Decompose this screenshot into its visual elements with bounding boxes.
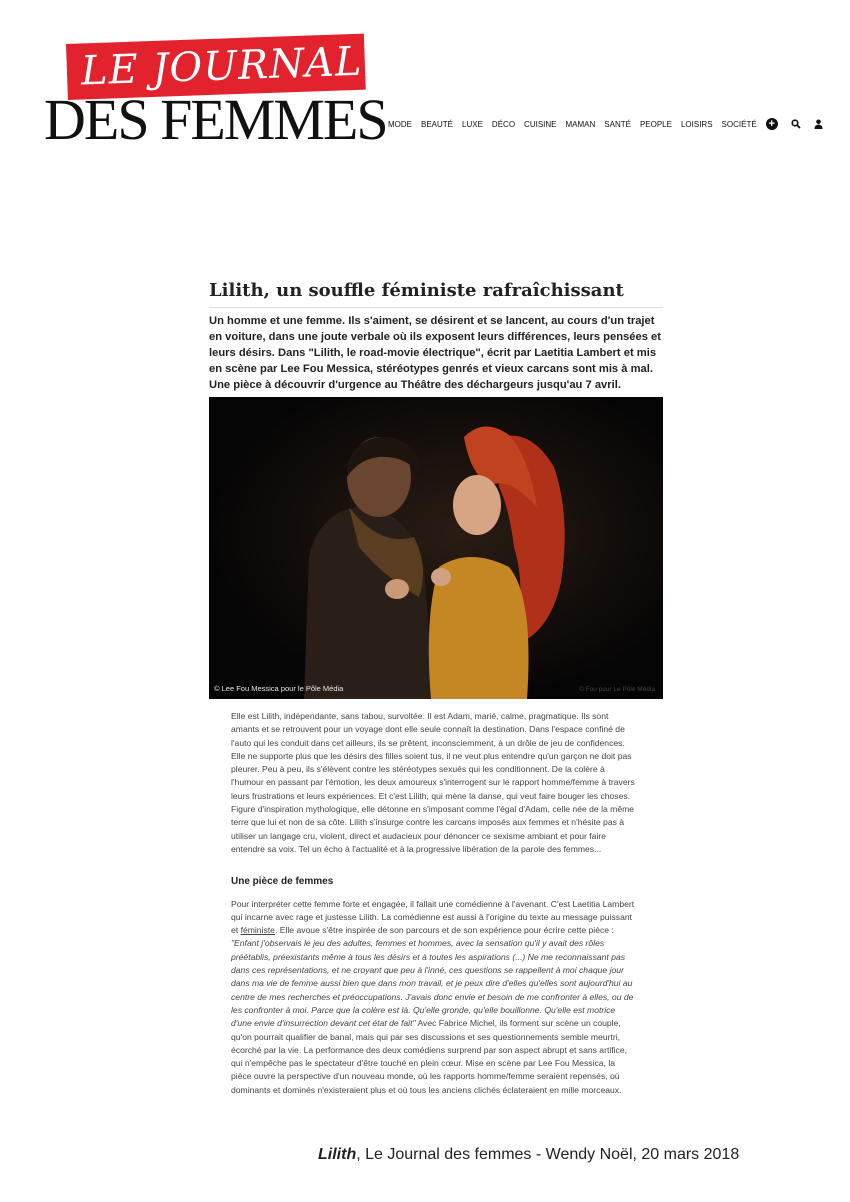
article-lead: Un homme et une femme. Ils s'aiment, se désirent et se lancent, au cours d'un trajet en voiture, dans une joute verbale où ils exposent leurs différences, leurs pensées et leurs désirs. Dans "Lilith, le road-movie électrique", écrit par Laetitia Lambert et mis en scène par Lee Fou Messica, stéréotypes genrés et vieux carcans sont mis à mal. Une pièce à découvrir d'urgence au Théâtre des déchargeurs jusqu'au 7 avril. (209, 315, 662, 391)
article-photo (209, 397, 663, 699)
source-work-title: Lilith (318, 1146, 357, 1163)
search-icon[interactable] (791, 119, 801, 129)
main-nav (388, 116, 836, 132)
article-title: Lilith, un souffle féministe rafraîchissant (209, 280, 663, 308)
nav-item-cuisine[interactable]: CUISINE (524, 119, 557, 129)
nav-item-mode[interactable]: MODE (388, 119, 412, 129)
para2-text-c: Avec Fabrice Michel, ils forment sur scène un couple, qu'on pourrait qualifier de banal, mais qui par ses discussions et ses questionnements semble meurtri, écorché par la vie. La performance des deux comédiens surprend par son aspect abrupt et sans artifice, qui n'empêche pas le spectateur d'être touché en plein cœur. Mise en scène par Lee Fou Messica, la pièce ouvre la perspective d'un nouveau monde, où les rapports homme/femme seraient repensés, où dominants et dominés n'existeraient plus et où tous les anciens clichés éclateraient en mille morceaux. (231, 1018, 628, 1095)
nav-item-loisirs[interactable]: LOISIRS (680, 119, 713, 129)
feministe-link[interactable]: féministe (240, 925, 275, 936)
section-subhead: Une pièce de femmes (231, 876, 334, 888)
plus-circle-icon[interactable]: + (766, 118, 778, 130)
article-header (209, 280, 663, 393)
para2-text-b: . Elle avoue s'être inspirée de son parcours et de son expérience pour écrire cette pièce : (274, 925, 614, 936)
author-quote: "Enfant j'observais le jeu des adultes, femmes et hommes, avec la sensation qu'il y avait des rôles préétablis, préexistants même à tous les désirs et à toutes les aspirations (...) Ne me reconnaissant pas dans ces représentations, et ne croyant que peu à l'inné, ces questions se rappellent à moi chaque jour dans ma vie de femme aussi bien que dans mon travail, et je peux dire d'elles qu'elles sont aujourd'hui au centre de mes recherches et préoccupations. J'avais donc envie et besoin de me confronter à elles, ou de les confronter à moi. Parce que la colère est là. Qu'elle gronde, qu'elle bouillonne. Qu'elle est motrice d'une envie d'insurrection devant cet état de fait" (231, 938, 634, 1029)
body-paragraph-2 (231, 898, 636, 1097)
photo-credit: © Lee Fou Messica pour le Pôle Média (214, 684, 344, 693)
nav-item-maman[interactable]: MAMAN (565, 119, 596, 129)
logo-top-text: LE JOURNAL (80, 38, 364, 95)
article-body (231, 710, 636, 1097)
stage-photo-illustration (209, 397, 663, 699)
nav-item-beaute[interactable]: BEAUTÉ (421, 119, 454, 129)
para2-text-a: Pour interpréter cette femme forte et engagée, il fallait une comédienne à l'avenant. C'est Laetitia Lambert qui incarne avec rage et justesse Lilith. La comédienne est aussi à l'origine du texte au message puissant et (231, 898, 635, 936)
source-caption (318, 1146, 739, 1164)
logo-bottom-text: DES FEMMES (44, 87, 387, 152)
nav-item-deco[interactable]: DÉCO (491, 119, 516, 129)
user-icon[interactable] (814, 119, 823, 129)
photo-watermark: © Fou pour Le Pôle Média (579, 686, 655, 693)
nav-item-societe[interactable]: SOCIÉTÉ (721, 119, 757, 129)
nav-item-people[interactable]: PEOPLE (639, 119, 672, 129)
body-paragraph-1: Elle est Lilith, indépendante, sans tabou, survoltée. Il est Adam, marié, calme, pragmatique. Ils sont amants et se retrouvent pour un voyage dont elle seule connaît la destination. Dans l'espace confiné de l'auto qui les conduit dans cet ailleurs, ils se prêtent, inconsciemment, à un drôle de jeu de confidences. Elle ne supporte plus que les désirs des filles soient tus, il ne veut plus entendre qu'un garçon ne doit pas pleurer. Peu à peu, ils s'élèvent contre les stéréotypes sexués qui les conditionnent. De la colère à l'humour en passant par l'émotion, les deux amoureux s'interrogent sur le rapport homme/femme à travers leurs frustrations et leurs expériences. Et c'est Lilith, qui mène la danse, qui veut faire bouger les choses. Figure d'inspiration mythologique, elle détonne en s'imposant comme l'égal d'Adam, celle née de la même terre que lui et non de sa côte. Lilith s'insurge contre les carcans imposés aux femmes et n'hésite pas à utiliser un langage cru, violent, direct et audacieux pour dénoncer ce sexisme ambiant et pour faire entendre sa voix. Tel un écho à l'actualité et à la progressive libération de la parole des femmes... (231, 711, 635, 854)
nav-item-sante[interactable]: SANTÉ (604, 119, 631, 129)
nav-item-luxe[interactable]: LUXE (462, 119, 483, 129)
source-details: , Le Journal des femmes - Wendy Noël, 20 mars 2018 (356, 1146, 740, 1163)
site-logo[interactable] (44, 38, 387, 152)
